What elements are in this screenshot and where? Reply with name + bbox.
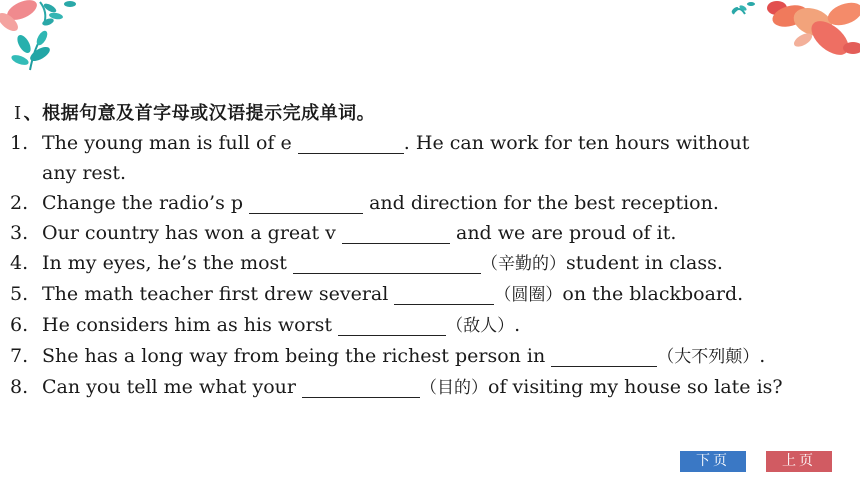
chinese-hint: （目的） (420, 378, 488, 398)
answer-blank[interactable] (551, 346, 657, 367)
question-text: Can you tell me what your (42, 376, 302, 398)
answer-blank[interactable] (293, 253, 481, 274)
question-number: 5. (10, 283, 29, 305)
question-number: 7. (10, 345, 29, 367)
question-5 (10, 279, 850, 310)
question-text: and we are proud of it. (449, 222, 677, 244)
question-1 (10, 128, 850, 188)
question-text: He considers him as his worst (42, 314, 339, 336)
question-7 (10, 341, 850, 372)
question-text: on the blackboard. (562, 283, 744, 305)
chinese-hint: （圆圈） (494, 285, 563, 305)
question-list (10, 128, 850, 403)
question-3 (10, 218, 850, 248)
answer-blank[interactable] (338, 315, 446, 336)
question-number: 4. (10, 252, 29, 274)
question-number: 8. (10, 376, 29, 398)
question-text: Our country has won a great v (42, 222, 342, 244)
question-text: In my eyes, he’s the most (42, 252, 293, 274)
answer-blank[interactable] (394, 284, 494, 305)
next-page-button[interactable]: 下页 (680, 451, 746, 472)
answer-blank[interactable] (298, 133, 404, 154)
leaf-decoration-icon (0, 0, 90, 75)
answer-blank[interactable] (342, 223, 450, 244)
question-text: of visiting my house so late is? (488, 376, 783, 398)
question-text: . (759, 345, 766, 367)
question-text: . (514, 314, 521, 336)
question-number: 6. (10, 314, 29, 336)
question-text: . He can work for ten hours without (403, 132, 750, 154)
heading-text: 、根据句意及首字母或汉语提示完成单词。 (23, 103, 376, 124)
chinese-hint: （辛勤的） (480, 254, 566, 274)
question-4 (10, 248, 850, 279)
question-text: The young man is full of e (42, 132, 298, 154)
question-text: Change the radio’s p (42, 192, 250, 214)
question-text: student in class. (565, 252, 723, 274)
heading-roman-numeral: Ⅰ (14, 103, 22, 124)
question-2 (10, 188, 850, 218)
question-number: 1. (10, 132, 29, 154)
question-text: The math teacher first drew several (42, 283, 395, 305)
question-number: 2. (10, 192, 29, 214)
chinese-hint: （敌人） (446, 316, 515, 336)
answer-blank[interactable] (249, 193, 363, 214)
answer-blank[interactable] (302, 377, 420, 398)
question-continuation: any rest. (42, 162, 127, 184)
chinese-hint: （大不列颠） (657, 347, 760, 367)
question-8 (10, 372, 850, 403)
section-heading (14, 99, 375, 125)
question-6 (10, 310, 850, 341)
question-text: and direction for the best reception. (363, 192, 719, 214)
question-text: She has a long way from being the richest person in (42, 345, 552, 367)
question-number: 3. (10, 222, 29, 244)
previous-page-button[interactable]: 上页 (766, 451, 832, 472)
flower-decoration-icon (725, 0, 860, 60)
